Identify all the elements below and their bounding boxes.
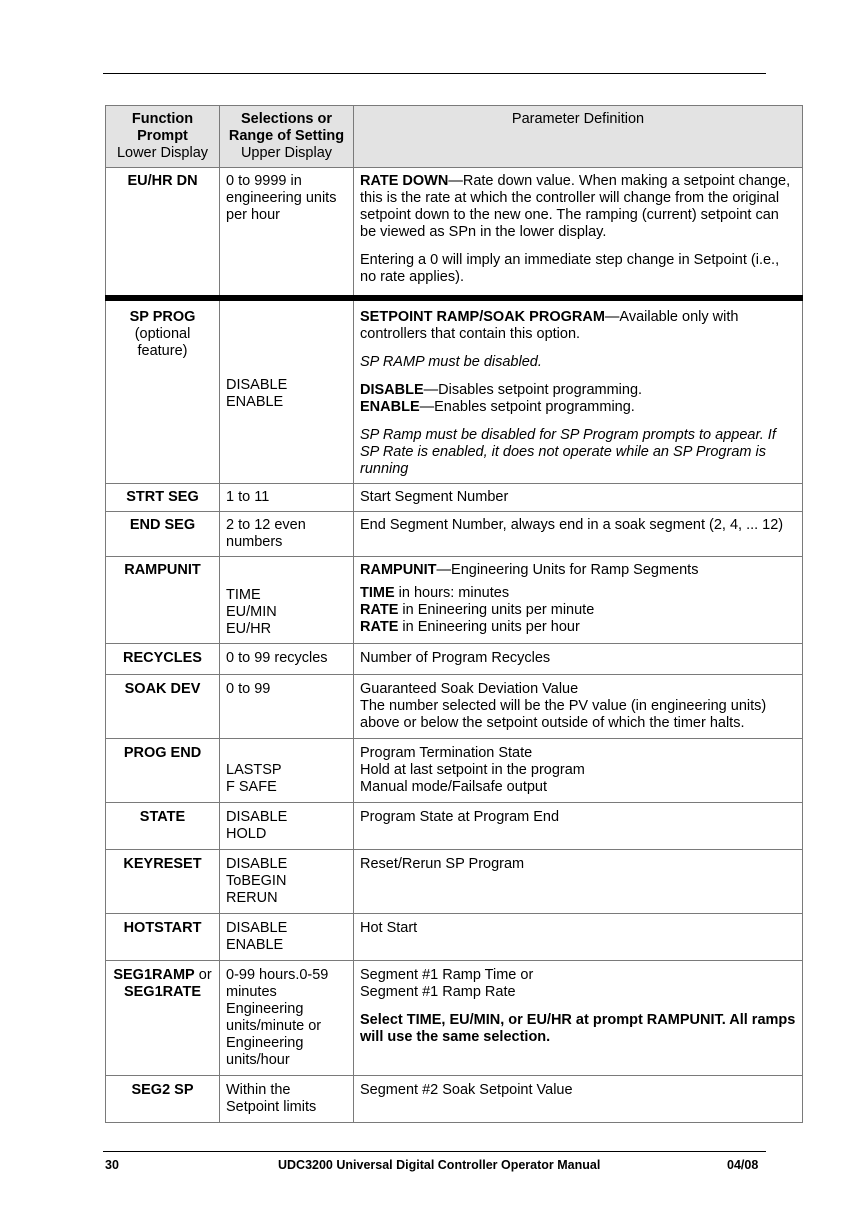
range-cell: 2 to 12 even numbers <box>220 512 354 557</box>
definition-text: —Rate down value. When making a setpoint change, this is the rate at which the controller will change from the original setpoint down to the new one. The ramping (current) setpoint can be viewed as SPn in the lower display. <box>360 173 791 240</box>
table-header-row <box>106 106 803 168</box>
term: RATE <box>360 602 399 618</box>
prompt-cell: END SEG <box>106 512 220 557</box>
header-text: Function <box>131 111 194 127</box>
prompt-cell: STATE <box>106 803 220 850</box>
definition-text: in Enineering units per minute <box>398 602 595 618</box>
range-cell <box>220 557 354 644</box>
range-text: DISABLE <box>226 856 288 872</box>
prompt-text: or <box>194 967 212 983</box>
prompt-cell <box>106 298 220 484</box>
definition-text: Entering a 0 will imply an immediate step change in Setpoint (i.e., no rate applies). <box>360 252 780 285</box>
definition-text: Program Termination State <box>360 745 533 761</box>
prompt-text: SEG1RATE <box>123 984 202 1000</box>
range-text: RERUN <box>226 890 278 906</box>
header-parameter-definition: Parameter Definition <box>354 106 803 168</box>
term: ENABLE <box>360 399 420 415</box>
header-text: Lower Display <box>116 145 209 161</box>
range-text: HOLD <box>226 826 267 842</box>
prompt-cell: EU/HR DN <box>106 168 220 299</box>
range-cell: 0 to 99 recycles <box>220 644 354 675</box>
range-text: EU/HR <box>226 621 272 637</box>
table-row <box>106 739 803 803</box>
prompt-cell: KEYRESET <box>106 850 220 914</box>
definition-cell: Reset/Rerun SP Program <box>354 850 803 914</box>
definition-cell <box>354 557 803 644</box>
prompt-cell: SEG2 SP <box>106 1076 220 1123</box>
range-text: EU/MIN <box>226 604 277 620</box>
definition-text: Guaranteed Soak Deviation Value <box>360 681 579 697</box>
table-row <box>106 512 803 557</box>
table-row <box>106 961 803 1076</box>
range-text: DISABLE <box>226 809 288 825</box>
definition-text: —Engineering Units for Ramp Segments <box>436 562 699 578</box>
definition-cell: Hot Start <box>354 914 803 961</box>
prompt-cell: RAMPUNIT <box>106 557 220 644</box>
definition-cell: Start Segment Number <box>354 484 803 512</box>
header-text: Range of Setting <box>228 128 345 144</box>
term: DISABLE <box>360 382 424 398</box>
definition-text: The number selected will be the PV value (in engineering units) above or below the setpoint outside of which the timer halts. <box>360 698 767 731</box>
header-function-prompt <box>106 106 220 168</box>
range-text: ENABLE <box>226 394 284 410</box>
range-text: LASTSP <box>226 762 282 778</box>
table-row <box>106 168 803 299</box>
table-row <box>106 557 803 644</box>
range-text: ENABLE <box>226 937 284 953</box>
prompt-text: SEG1RAMP <box>113 967 195 983</box>
term: RATE <box>360 619 399 635</box>
revision-date: 04/08 <box>727 1158 759 1172</box>
definition-cell <box>354 675 803 739</box>
term: TIME <box>360 585 395 601</box>
range-cell <box>220 850 354 914</box>
range-text: DISABLE <box>226 920 288 936</box>
definition-text: in hours: minutes <box>394 585 510 601</box>
definition-text: Segment #1 Ramp Time or <box>360 967 534 983</box>
table-row <box>106 850 803 914</box>
parameter-table <box>105 105 803 1123</box>
prompt-subtext: (optional feature) <box>134 326 191 359</box>
definition-cell <box>354 168 803 299</box>
definition-text: —Enables setpoint programming. <box>419 399 635 415</box>
range-text: ToBEGIN <box>226 873 287 889</box>
table-row <box>106 1076 803 1123</box>
definition-text: Manual mode/Failsafe output <box>360 779 547 795</box>
range-text: TIME <box>226 587 261 603</box>
range-cell: 0-99 hours.0-59 minutes Engineering units/minute or Engineering units/hour <box>220 961 354 1076</box>
range-cell <box>220 803 354 850</box>
range-cell: 0 to 99 <box>220 675 354 739</box>
note-text: SP RAMP must be disabled. <box>360 354 542 370</box>
prompt-cell: PROG END <box>106 739 220 803</box>
header-selections <box>220 106 354 168</box>
range-cell <box>220 914 354 961</box>
note-text: SP Ramp must be disabled for SP Program prompts to appear. If SP Rate is enabled, it does not operate while an SP Program is running <box>360 427 776 477</box>
table-row <box>106 298 803 484</box>
note-text: Select TIME, EU/MIN, or EU/HR at prompt RAMPUNIT. All ramps will use the same selection. <box>360 1012 796 1045</box>
prompt-cell: STRT SEG <box>106 484 220 512</box>
definition-text: Segment #1 Ramp Rate <box>360 984 516 1000</box>
table-row <box>106 914 803 961</box>
definition-cell <box>354 739 803 803</box>
header-rule <box>103 73 766 74</box>
table-row <box>106 803 803 850</box>
footer-rule <box>103 1151 766 1152</box>
header-text: Selections or <box>240 111 333 127</box>
range-cell <box>220 739 354 803</box>
header-text: Upper Display <box>240 145 333 161</box>
table-row <box>106 644 803 675</box>
definition-text: —Disables setpoint programming. <box>423 382 643 398</box>
definition-text: —Available only with controllers that contain this option. <box>360 309 739 342</box>
range-text: DISABLE <box>226 377 288 393</box>
manual-title: UDC3200 Universal Digital Controller Operator Manual <box>278 1158 601 1172</box>
definition-cell: Program State at Program End <box>354 803 803 850</box>
definition-cell <box>354 961 803 1076</box>
definition-cell: Number of Program Recycles <box>354 644 803 675</box>
definition-cell: Segment #2 Soak Setpoint Value <box>354 1076 803 1123</box>
range-text: F SAFE <box>226 779 277 795</box>
prompt-cell: SOAK DEV <box>106 675 220 739</box>
definition-cell: End Segment Number, always end in a soak segment (2, 4, ... 12) <box>354 512 803 557</box>
prompt-text: SP PROG <box>129 309 196 325</box>
header-text: Prompt <box>137 128 188 144</box>
term: SETPOINT RAMP/SOAK PROGRAM <box>360 309 605 325</box>
table-row <box>106 675 803 739</box>
definition-text: Hold at last setpoint in the program <box>360 762 585 778</box>
definition-text: in Enineering units per hour <box>398 619 580 635</box>
prompt-cell: RECYCLES <box>106 644 220 675</box>
term: RAMPUNIT <box>360 562 437 578</box>
range-cell: 0 to 9999 in engineering units per hour <box>220 168 354 299</box>
definition-cell <box>354 298 803 484</box>
table-row <box>106 484 803 512</box>
page-number: 30 <box>105 1158 119 1172</box>
prompt-cell <box>106 961 220 1076</box>
range-cell: 1 to 11 <box>220 484 354 512</box>
range-cell: Within the Setpoint limits <box>220 1076 354 1123</box>
term: RATE DOWN <box>360 173 449 189</box>
prompt-cell: HOTSTART <box>106 914 220 961</box>
range-cell <box>220 298 354 484</box>
